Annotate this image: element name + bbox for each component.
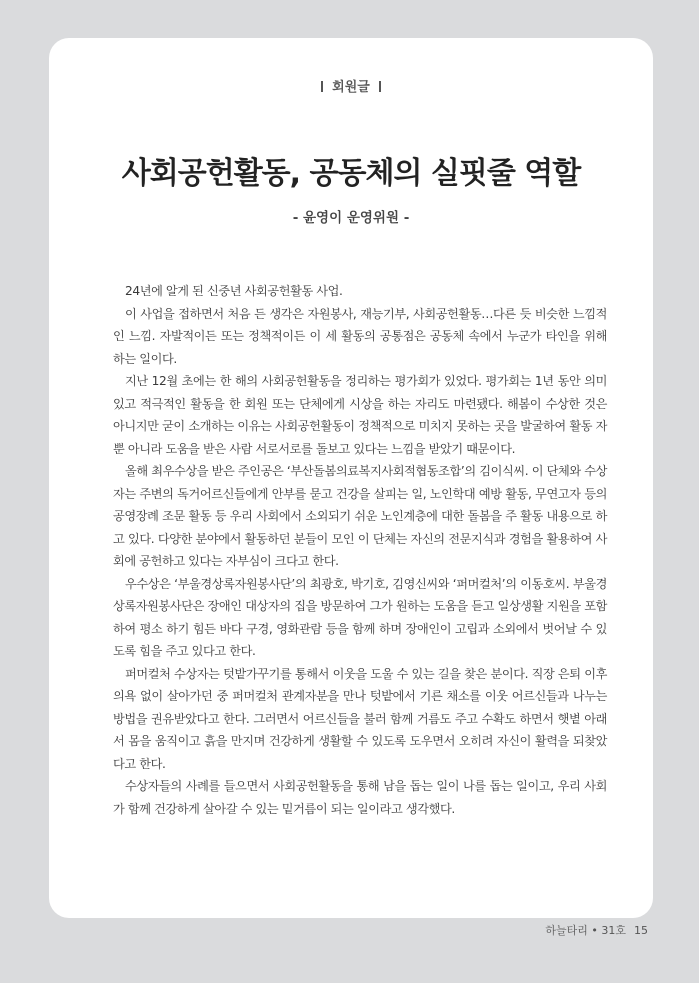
- page-number: 15: [634, 924, 648, 937]
- divider-right: [379, 81, 381, 92]
- paragraph: 24년에 알게 된 신중년 사회공헌활동 사업.: [125, 284, 343, 298]
- paragraph: 올해 최우수상을 받은 주인공은 ‘부산돌봄의료복지사회적협동조합’의 김이식씨. 이 단체와 수상자는 주변의 독거어르신들에게 안부를 묻고 건강을 살피는 일, 노인학대 예방 활동, 무연고자 등의 공영장례 조문 활동 등 우리 사회에서 소외되기 쉬운 노인계층에 대한 돌봄을 주 활동 내용으로 하고 있다. 다양한 분야에서 활동하던 분들이 모인 이 단체는 자신의 전문지식과 경험을 활용하여 사회에 공헌하고 있다는 자부심이 크다고 한다.: [113, 464, 607, 568]
- article-body: [113, 280, 607, 820]
- paragraph: 수상자들의 사례를 들으면서 사회공헌활동을 통해 남을 돕는 일이 나를 돕는 일이고, 우리 사회가 함께 건강하게 살아갈 수 있는 밑거름이 되는 일이라고 생각했다.: [113, 779, 607, 816]
- paragraph: 이 사업을 접하면서 처음 든 생각은 자원봉사, 재능기부, 사회공헌활동…다른 듯 비슷한 느낌적인 느낌. 자발적이든 또는 정책적이든 이 세 활동의 공통점은 공동체 속에서 누군가 타인을 위해 하는 일이다.: [113, 306, 607, 366]
- paragraph: 퍼머컬처 수상자는 텃밭가꾸기를 통해서 이웃을 도울 수 있는 길을 찾은 분이다. 직장 은퇴 이후 의욕 없이 살아가던 중 퍼머컬처 관계자분을 만나 텃밭에서 기른 채소를 이웃 어르신들과 나누는 방법을 권유받았다고 한다. 그러면서 어르신들을 불러 함께 거름도 주고 수확도 하면서 햇볕 아래서 몸을 움직이고 흙을 만지며 건강하게 생활할 수 있도록 도우면서 오히려 자신이 활력을 되찾았다고 한다.: [113, 666, 607, 771]
- page-footer: [545, 922, 648, 938]
- divider-left: [321, 81, 323, 92]
- section-label-text: 회원글: [332, 80, 370, 95]
- article-title: 사회공헌활동, 공동체의 실핏줄 역할: [121, 156, 581, 191]
- paragraph: 우수상은 ‘부울경상록자원봉사단’의 최광호, 박기호, 김영신씨와 ‘퍼머컬처’의 이동호씨. 부울경상록자원봉사단은 장애인 대상자의 집을 방문하여 그가 원하는 도움을 듣고 일상생활 지원을 포함하여 평소 하기 힘든 바다 구경, 영화관람 등을 함께 하며 장애인이 고립과 소외에서 벗어날 수 있도록 힘을 주고 있다고 한다.: [113, 576, 607, 658]
- paragraph: 지난 12월 초에는 한 해의 사회공헌활동을 정리하는 평가회가 있었다. 평가회는 1년 동안 의미 있고 적극적인 활동을 한 회원 또는 단체에게 시상을 하는 자리도 마련됐다. 해봄이 수상한 것은 아니지만 굳이 소개하는 이유는 사회공헌활동이 정책적으로 미치지 못하는 곳을 발굴하여 활동 자뿐 아니라 도움을 받은 사람 서로서로를 돌보고 있다는 느낌을 받았기 때문이다.: [113, 374, 607, 456]
- article-card: [49, 38, 653, 918]
- publication-name: 하늘타리 • 31호: [545, 924, 626, 937]
- article-author: - 윤영이 운영위원 -: [292, 210, 410, 226]
- section-label: [49, 76, 653, 95]
